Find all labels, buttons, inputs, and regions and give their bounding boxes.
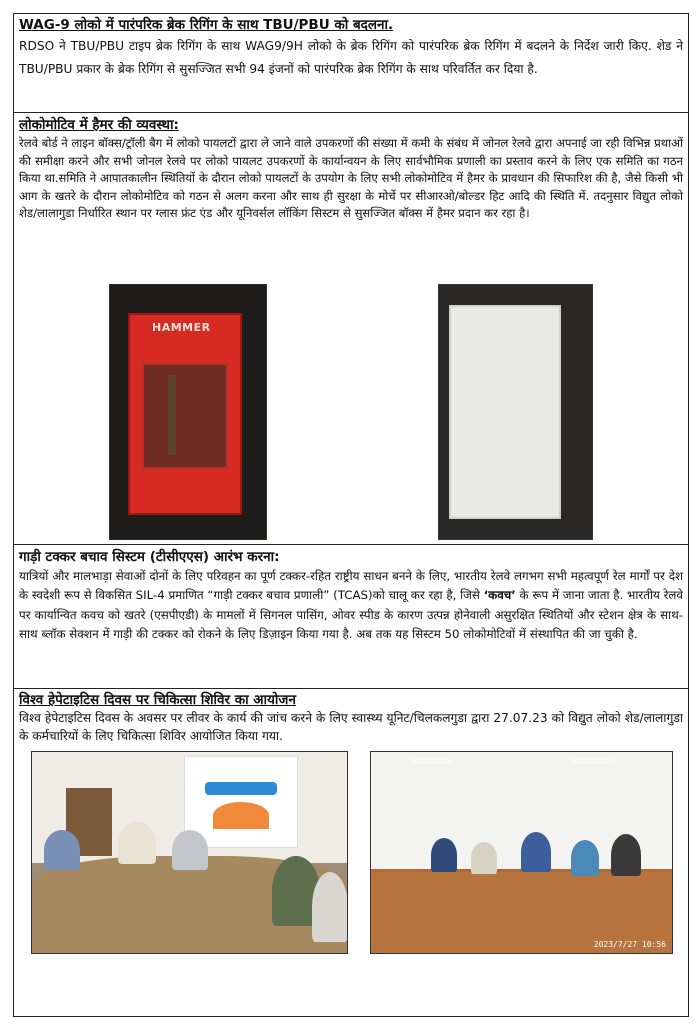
photo-meeting-room-1 — [31, 751, 348, 954]
kavach-term: ‘कवच’ — [483, 588, 516, 603]
section-title: विश्व हेपेटाइटिस दिवस पर चिकित्सा शिविर का आयोजन — [19, 692, 296, 708]
section-title: लोकोमोटिव में हैमर की व्यवस्था: — [19, 117, 179, 133]
section-tcas — [13, 544, 689, 688]
section-title: गाड़ी टक्कर बचाव सिस्टम (टीसीएएस) आरंभ करना: — [19, 549, 280, 565]
section-body: रेलवे बोर्ड ने लाइन बॉक्स/ट्रॉली बैग में लोको पायलटों द्वारा ले जाने वाले उपकरणों की संख्या में कमी के संबंध में जोनल रेलवे द्वारा अपनाई जा रही विभिन्न प्रथाओं की समीक्षा करने और सभी जोनल रेलवे पर लोको पायलट उपकरणों के कार्यान्वयन के लिए सार्वभौमिक प्रणाली का प्रस्ताव करने के लिए एक समिति का गठन किया था.समिति ने आपातकालीन स्थितियों के दौरान लोको पायलटों के उपयोग के लिए सभी लोकोमोटिव में हैमर के प्रावधान की सिफारिश की है, जैसे किसी भी आग के खतरे के दौरान लोकोमोटिव को गठन से अलग करना और साथ ही सुरक्षा के मोर्चे पर सीआरओ/बोल्डर हिट आदि की स्थिति में. तदनुसार विद्युत लोको शेड/लालागुडा निर्धारित स्थान पर ग्लास फ्रंट एंड और यूनिवर्सल लॉकिंग सिस्टम से सुसज्जित बॉक्स में हैमर प्रदान कर रहा है। — [19, 136, 683, 221]
section-body: RDSO ने TBU/PBU टाइप ब्रेक रिगिंग के साथ WAG9/9H लोको के ब्रेक रिगिंग को पारंपरिक ब्रेक रिगिंग में बदलने के निर्देश जारी किए. शेड ने TBU/PBU प्रकार के ब्रेक रिगिंग से सुसज्जित सभी 94 इंजनों को पारंपरिक ब्रेक रिगिंग के साथ परिवर्तित कर दिया है. — [19, 39, 683, 76]
section-body: यात्रियों और मालभाड़ा सेवाओं दोनों के लिए परिवहन का पूर्ण टक्कर-रहित राष्ट्रीय साधन बनने के लिए, भारतीय रेलवे लगभग सभी महत्वपूर्ण रेल मार्गों पर देश के स्वदेशी रूप से विकसित SIL-4 प्रमाणित “गाड़ी टक्कर बचाव प्रणाली” (TCAS)को चालू कर रहा है, जिसे ‘कवच’ के रूप में जाना जाता है. भारतीय रेलवे पर कार्यान्वित कवच को खतरे (एसपीएडी) के मामलों में सिगनल पासिंग, ओवर स्पीड के कारण उत्पन्न होनेवाली असुरक्षित स्थितियों और स्टेशन क्षेत्र के साथ-साथ ब्लॉक सेक्शन में गाड़ी की टक्कर को रोकने के लिए डिज़ाइन किया गया है. अब तक यह सिस्टम 50 लोकोमोटिवों में संस्थापित की जा चुकी है. — [19, 569, 683, 642]
section-brake-rigging — [13, 13, 689, 112]
section-body: विश्व हेपेटाइटिस दिवस के अवसर पर लीवर के कार्य की जांच करने के लिए स्वास्थ्य यूनिट/चिलकलगुडा द्वारा 27.07.23 को विद्युत लोको शेड/लालागुडा के कर्मचारियों के लिए चिकित्सा शिविर आयोजित किया गया. — [19, 711, 683, 743]
photo-meeting-room-2 — [370, 751, 673, 954]
photo-label: HAMMER — [152, 321, 211, 334]
photo-hammer-box-open — [438, 284, 593, 540]
photo-hammer-box-closed — [109, 284, 267, 540]
photo-timestamp: 2023/7/27 10:56 — [593, 940, 666, 949]
section-title: WAG-9 लोको में पारंपरिक ब्रेक रिगिंग के साथ TBU/PBU को बदलना. — [19, 17, 394, 33]
